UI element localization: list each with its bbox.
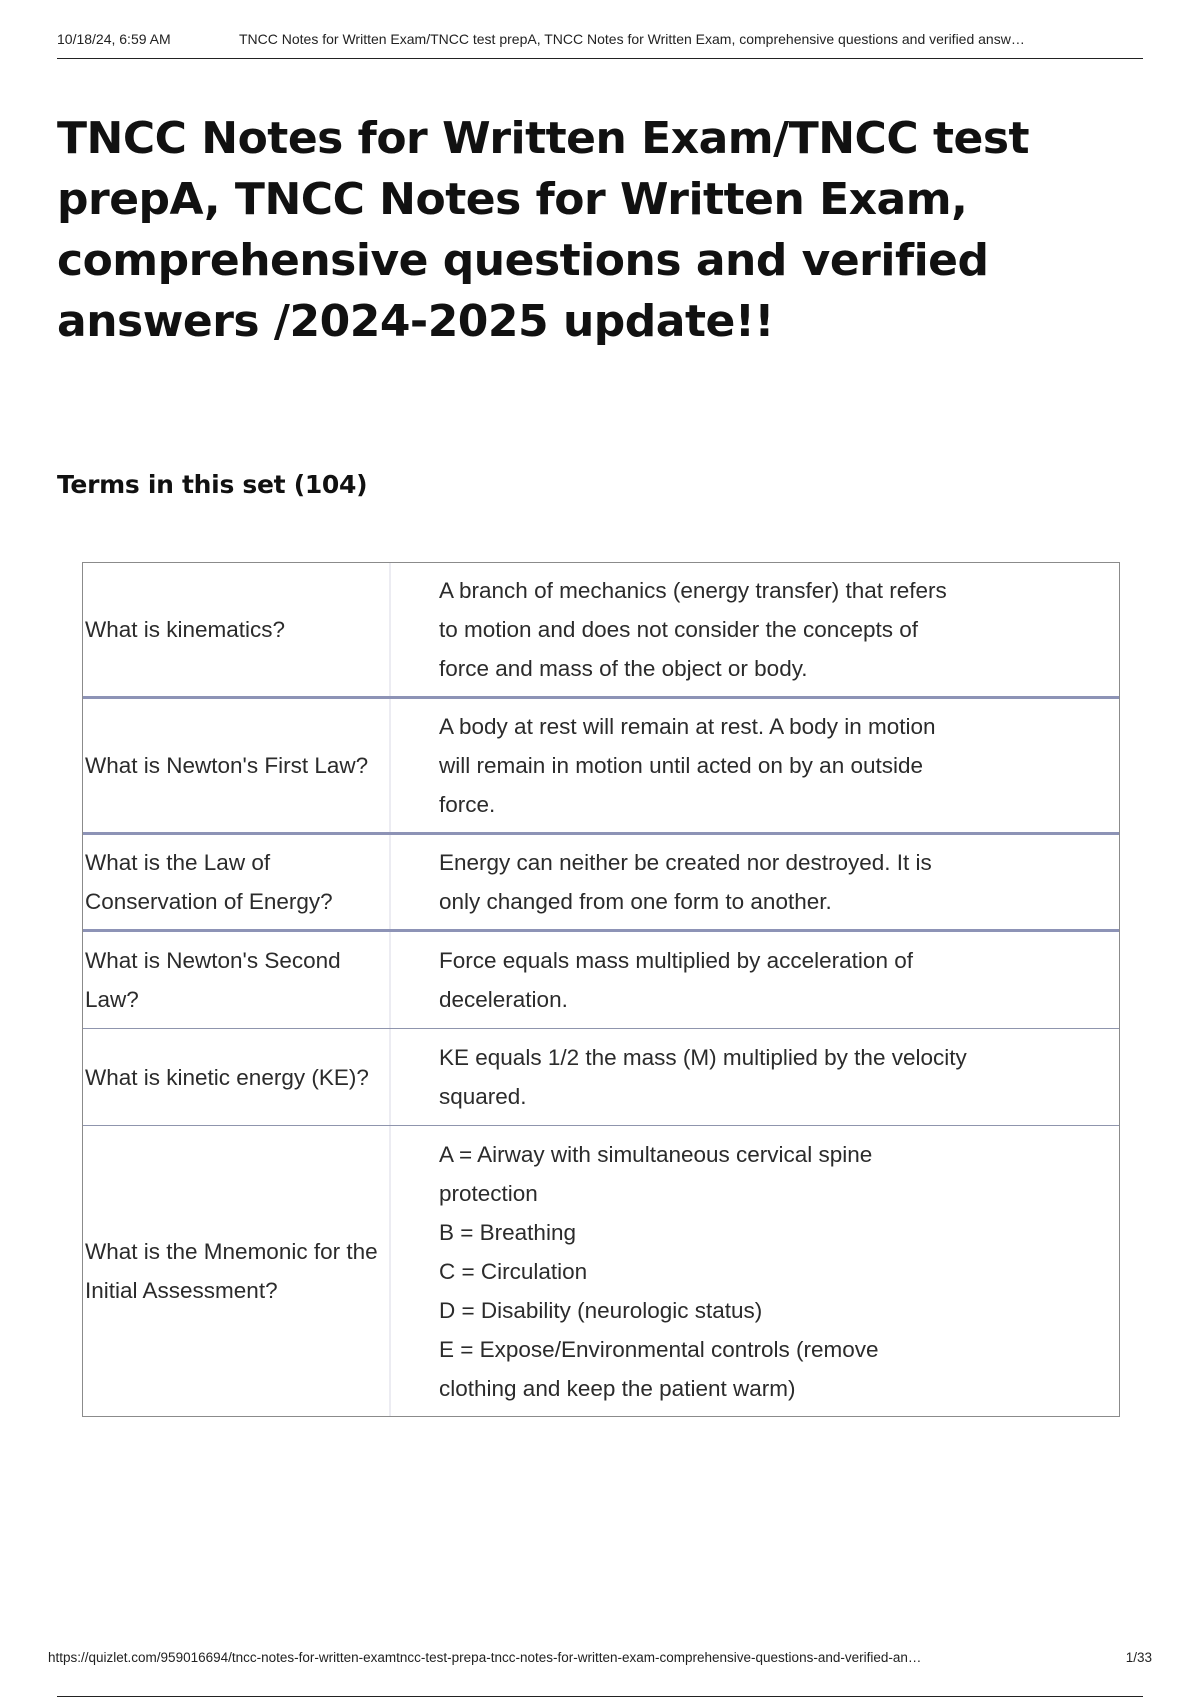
definition-line: A body at rest will remain at rest. A body in motion [439,714,936,739]
definition-line: C = Circulation [439,1258,588,1284]
term-cell: What is the Law of Conservation of Energy? [83,835,391,929]
definition-line: force and mass of the object or body. [439,656,808,681]
definition-line: Energy can neither be created nor destroyed. It is [439,850,932,875]
definition-line: clothing and keep the patient warm) [439,1375,796,1401]
definition-line: B = Breathing [439,1219,576,1245]
terms-table [82,562,1120,1417]
term-cell: What is the Mnemonic for the Initial Assessment? [83,1126,391,1416]
definition-line: force. [439,792,496,817]
page-title: TNCC Notes for Written Exam/TNCC test prepA, TNCC Notes for Written Exam, comprehensive questions and verified answers /2024-2025 update!! [57,113,1030,347]
print-header [57,28,1143,59]
term-cell: What is kinematics? [83,563,391,696]
definition-cell [391,835,1119,929]
terms-heading: Terms in this set (104) [57,470,368,499]
print-document-title: TNCC Notes for Written Exam/TNCC test prepA, TNCC Notes for Written Exam, comprehensive questions and verified answ… [239,31,1025,47]
term-row [83,1126,1119,1416]
definition-line: deceleration. [439,987,568,1012]
definition-line: E = Expose/Environmental controls (remove [439,1336,879,1362]
definition-line: A = Airway with simultaneous cervical spine [439,1141,873,1167]
term-cell: What is kinetic energy (KE)? [83,1029,391,1125]
definition-cell [391,1029,1119,1125]
term-row [83,699,1119,835]
definition-cell [391,932,1119,1028]
definition-line: only changed from one form to another. [439,889,832,914]
definition-line: protection [439,1180,538,1206]
term-cell: What is Newton's First Law? [83,699,391,832]
definition-line: Force equals mass multiplied by acceleration of [439,948,913,973]
term-row [83,932,1119,1029]
definition-line: A branch of mechanics (energy transfer) that refers [439,578,947,603]
page-url: https://quizlet.com/959016694/tncc-notes-for-written-examtncc-test-prepa-tncc-notes-for-written-exam-comprehensive-questions-and-verified-an… [48,1650,922,1665]
definition-line: to motion and does not consider the concepts of [439,617,919,642]
definition-line: D = Disability (neurologic status) [439,1297,763,1323]
term-cell: What is Newton's Second Law? [83,932,391,1028]
definition-cell [391,1126,1119,1416]
print-datetime: 10/18/24, 6:59 AM [57,31,171,47]
page-number: 1/33 [1125,1650,1152,1665]
term-row [83,1029,1119,1126]
definition-line: squared. [439,1084,527,1109]
definition-line: KE equals 1/2 the mass (M) multiplied by the velocity [439,1045,967,1070]
definition-line: will remain in motion until acted on by an outside [439,753,924,778]
term-row [83,563,1119,699]
definition-cell [391,563,1119,696]
term-row [83,835,1119,932]
bottom-divider [57,1696,1143,1697]
definition-cell [391,699,1119,832]
